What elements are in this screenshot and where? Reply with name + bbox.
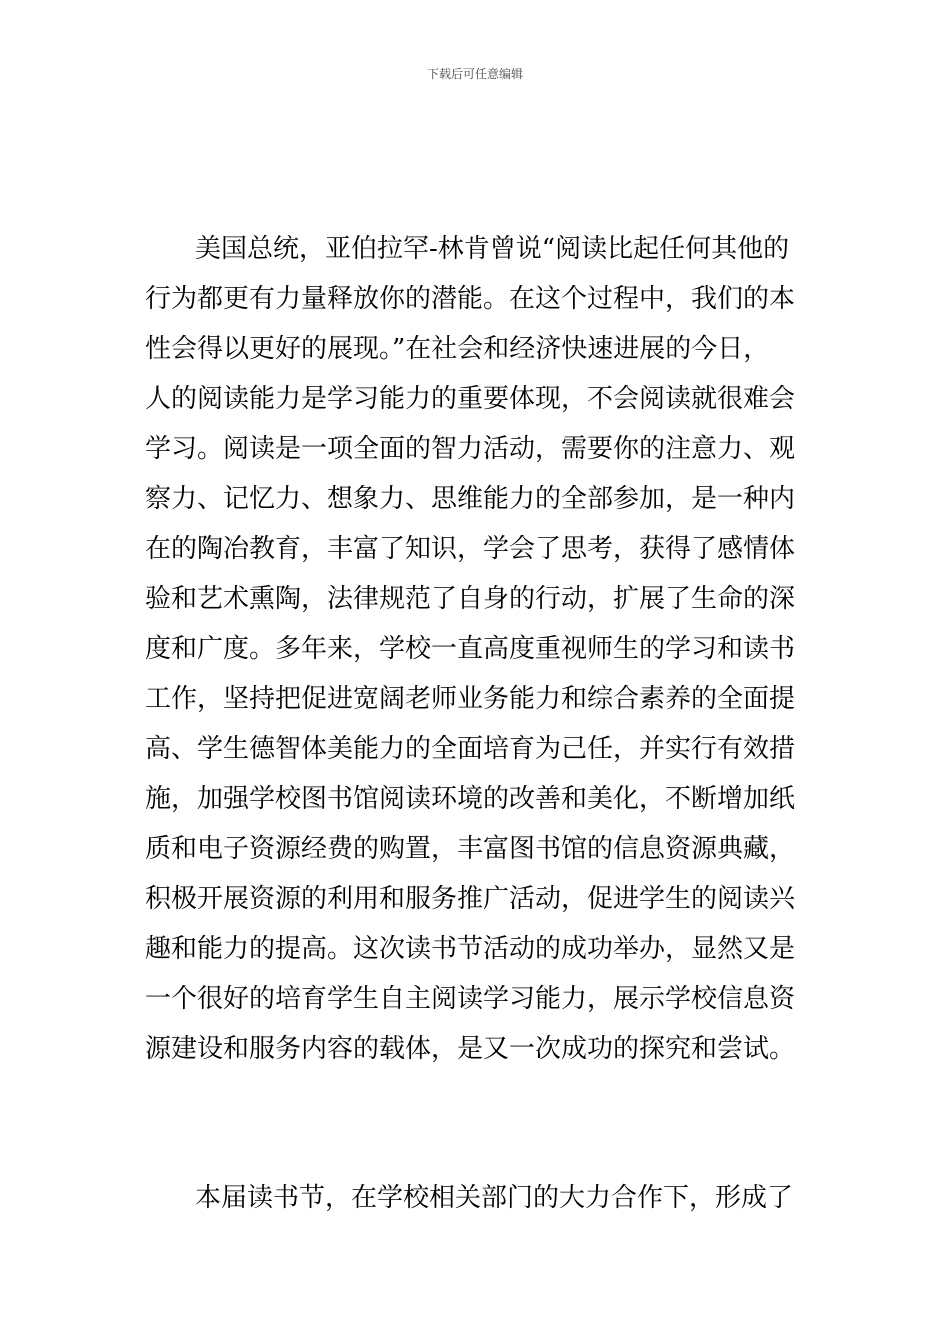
paragraph-line: 在的陶冶教育，丰富了知识，学会了思考，获得了感情体 [145, 534, 796, 564]
paragraph-line: 本届读书节，在学校相关部门的大力合作下，形成了 [195, 1183, 794, 1213]
paragraph-line: 学习。阅读是一项全面的智力活动，需要你的注意力、观 [145, 434, 796, 464]
paragraph-line: 趣和能力的提高。这次读书节活动的成功举办，显然又是 [145, 934, 796, 964]
paragraph-line: 察力、记忆力、想象力、思维能力的全部参加，是一种内 [145, 484, 796, 514]
paragraph-line: 积极开展资源的利用和服务推广活动，促进学生的阅读兴 [145, 884, 796, 914]
paragraph-line: 高、学生德智体美能力的全面培育为己任，并实行有效措 [145, 734, 796, 764]
paragraph-line: 质和电子资源经费的购置，丰富图书馆的信息资源典藏， [145, 834, 796, 864]
paragraph-line: 性会得以更好的展现。”在社会和经济快速进展的今日， [145, 334, 770, 364]
paragraph-line: 美国总统，亚伯拉罕-林肯曾说“阅读比起任何其他的 [195, 234, 790, 264]
paragraph-line: 行为都更有力量释放你的潜能。在这个过程中，我们的本 [145, 284, 796, 314]
paragraph-line: 人的阅读能力是学习能力的重要体现，不会阅读就很难会 [145, 384, 796, 414]
paragraph-line: 施，加强学校图书馆阅读环境的改善和美化，不断增加纸 [145, 784, 796, 814]
paragraph-line: 工作，坚持把促进宽阔老师业务能力和综合素养的全面提 [145, 684, 796, 714]
paragraph-line: 验和艺术熏陶，法律规范了自身的行动，扩展了生命的深 [145, 584, 796, 614]
paragraph-line: 源建设和服务内容的载体，是又一次成功的探究和尝试。 [145, 1034, 796, 1064]
header-note: 下载后可任意编辑 [426, 67, 523, 81]
paragraph-line: 一个很好的培育学生自主阅读学习能力，展示学校信息资 [145, 984, 796, 1014]
paragraph-line: 度和广度。多年来，学校一直高度重视师生的学习和读书 [145, 634, 796, 664]
